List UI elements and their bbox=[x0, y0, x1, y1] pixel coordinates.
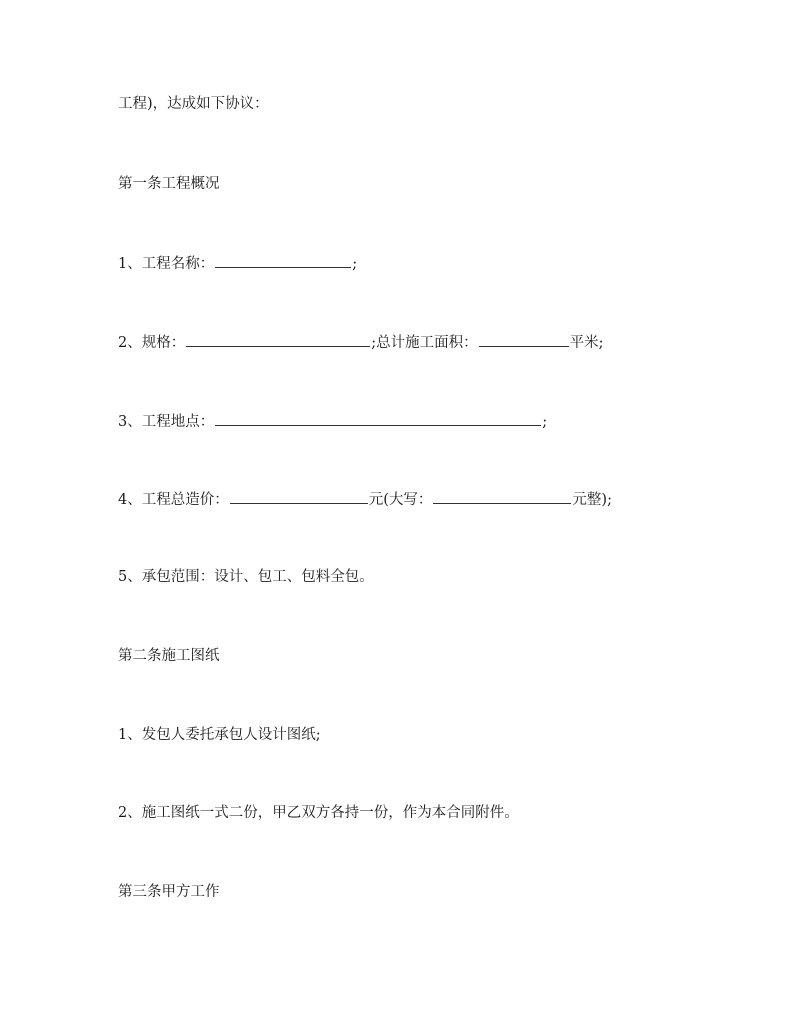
total-cost-line bbox=[118, 489, 612, 510]
spec-blank bbox=[186, 332, 370, 347]
project-name-line bbox=[118, 253, 357, 274]
total-cost-label: 4、工程总造价： bbox=[118, 492, 229, 508]
article3-heading: 第三条甲方工作 bbox=[118, 884, 220, 900]
article2-heading: 第二条施工图纸 bbox=[118, 648, 220, 664]
total-area-blank bbox=[479, 332, 569, 347]
project-name-label: 1、工程名称： bbox=[118, 256, 215, 272]
location-blank bbox=[215, 411, 541, 426]
intro-text: 工程)，达成如下协议： bbox=[118, 96, 269, 112]
total-cost-suffix: 元整); bbox=[572, 492, 612, 508]
location-label: 3、工程地点： bbox=[118, 414, 215, 430]
total-cost-blank bbox=[230, 489, 368, 504]
location-line bbox=[118, 411, 547, 432]
location-suffix: ; bbox=[542, 414, 548, 430]
total-area-label: ;总计施工面积： bbox=[371, 335, 478, 351]
project-name-suffix: ; bbox=[352, 256, 358, 272]
total-area-unit: 平米; bbox=[569, 335, 604, 351]
contract-scope-line: 5、承包范围：设计、包工、包料全包。 bbox=[118, 569, 374, 585]
drawings-item-1: 1、发包人委托承包人设计图纸; bbox=[118, 727, 321, 743]
total-cost-capital-blank bbox=[433, 489, 571, 504]
total-cost-capital-label: 元(大写： bbox=[368, 492, 433, 508]
spec-label: 2、规格： bbox=[118, 335, 186, 351]
spec-line bbox=[118, 332, 604, 353]
drawings-item-2: 2、施工图纸一式二份，甲乙双方各持一份，作为本合同附件。 bbox=[118, 805, 519, 821]
article1-heading: 第一条工程概况 bbox=[118, 176, 220, 192]
project-name-blank bbox=[215, 253, 351, 268]
